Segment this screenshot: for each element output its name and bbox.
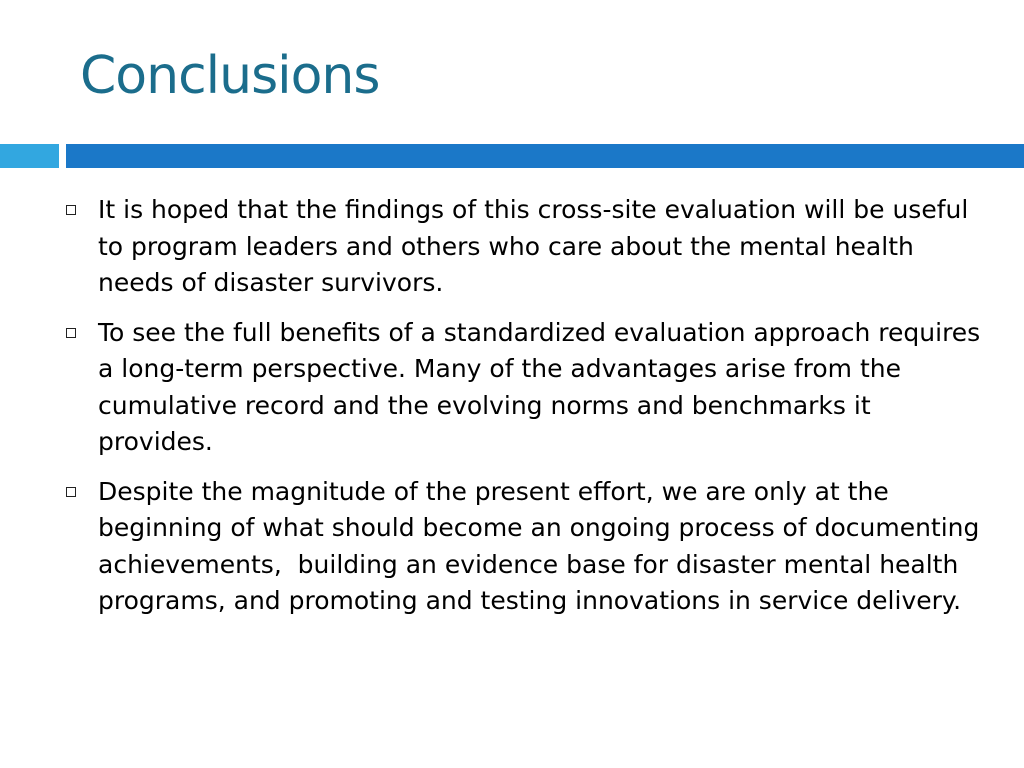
bullet-text: Despite the magnitude of the present effort, we are only at the beginning of what should become an ongoing process of documenting achievements, building an evidence base for disaster mental health programs, and promoting and testing innovations in service delivery. bbox=[98, 476, 988, 615]
title-rule-bar bbox=[66, 144, 1024, 168]
slide-title: Conclusions bbox=[80, 46, 380, 106]
bullet-list bbox=[64, 192, 989, 633]
bullet-item bbox=[64, 474, 988, 620]
bullet-item bbox=[64, 192, 984, 302]
square-bullet-icon bbox=[66, 205, 76, 215]
square-bullet-icon bbox=[66, 328, 76, 338]
bullet-text: It is hoped that the findings of this cross-site evaluation will be useful to program leaders and others who care about the mental health needs of disaster survivors. bbox=[98, 195, 977, 297]
bullet-text: To see the full benefits of a standardized evaluation approach requires a long-term perspective. Many of the advantages arise from the cumulative record and the evolving norms and benchmarks it provides. bbox=[98, 317, 989, 456]
bullet-item bbox=[64, 315, 989, 461]
square-bullet-icon bbox=[66, 487, 76, 497]
title-rule-left-accent bbox=[0, 144, 59, 168]
